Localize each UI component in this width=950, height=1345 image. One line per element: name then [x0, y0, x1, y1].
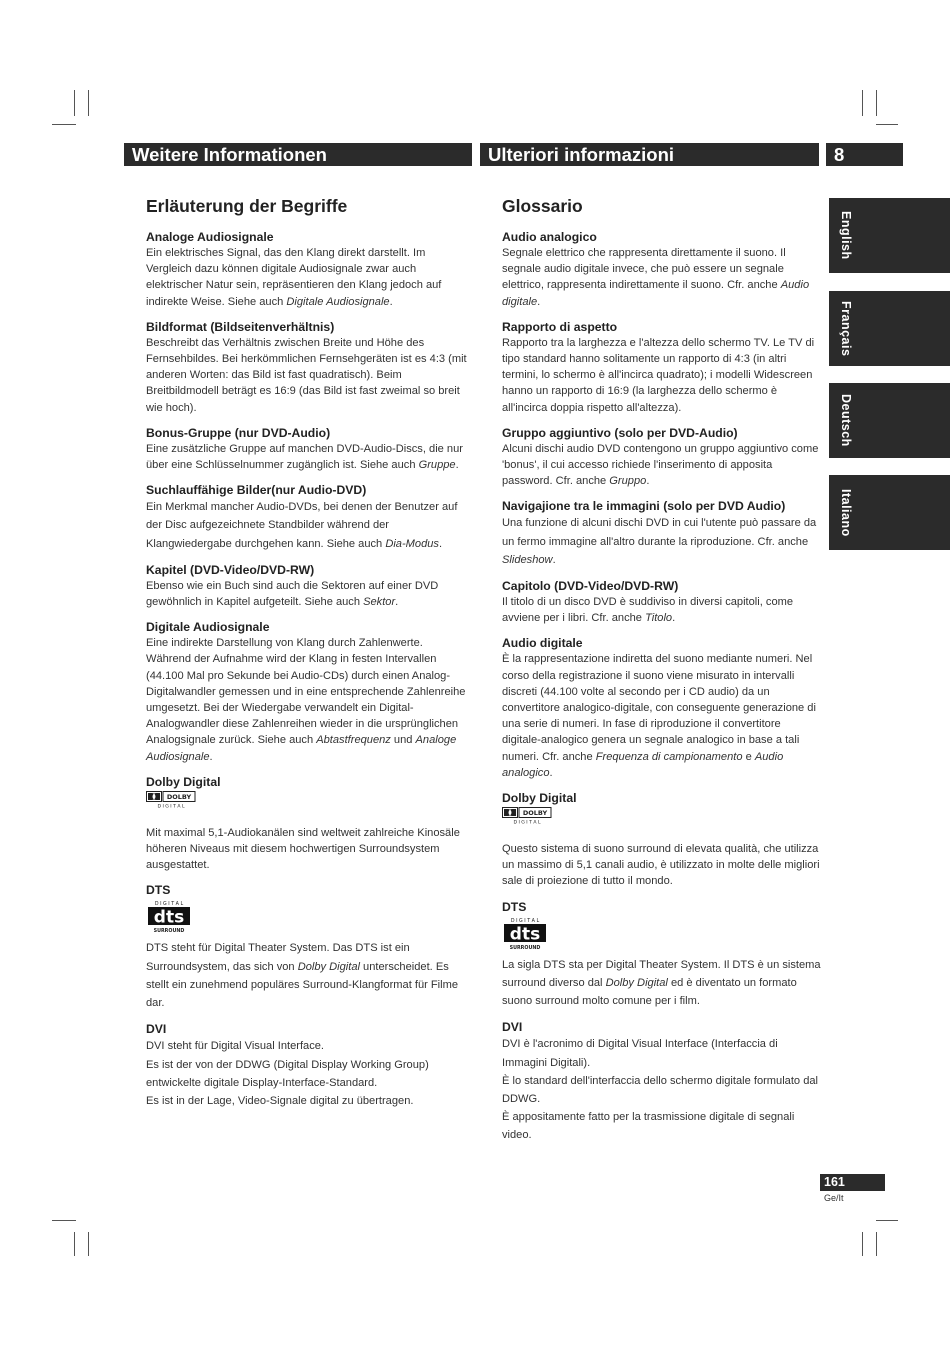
dts-logo: [146, 899, 192, 933]
crop-mark: [876, 1220, 898, 1221]
glossary-entry: [502, 499, 822, 569]
entry-title: Gruppo aggiuntivo (solo per DVD-Audio): [502, 425, 738, 440]
dts-logo-bottom: SURROUND: [153, 929, 185, 934]
glossary-entry: [146, 1022, 468, 1110]
glossary-entry: [502, 320, 822, 416]
crop-mark: [862, 90, 863, 116]
entry-title: Digitale Audiosignale: [146, 620, 270, 635]
header-title-left: Weitere Informationen: [132, 144, 327, 165]
glossary-entry: [502, 791, 822, 890]
entry-text: Eine zusätzliche Gruppe auf manchen DVD-Audio-Discs, die nur über eine Schlüsselnummer zugänglich ist. Siehe auch Gruppe.: [146, 442, 463, 472]
entry-text: Ein elektrisches Signal, das den Klang direkt darstellt. Im Vergleich dazu können digitale Audiosignale zwar auch elektrischer Natur sein, repräsentieren den Klang jedoch auf indirekte Weise. Siehe auch Digitale Audiosignale.: [146, 247, 442, 308]
glossary-entry: [146, 563, 468, 610]
entry-text: Mit maximal 5,1-Audiokanälen sind weltweit zahlreiche Kinosäle höheren Niveaus mit diesem hochwertigen Surroundsystem ausgestattet.: [146, 826, 460, 872]
entry-text: DVI steht für Digital Visual Interface. Es ist der von der DDWG (Digital Display Working Group) entwickelte digitale Display-Interface-Standard. Es ist in der Lage, Video-Signale digital zu übertragen.: [146, 1040, 429, 1107]
entry-text: Segnale elettrico che rappresenta direttamente il suono. Il segnale audio digitale invece, che può essere un segnale elettrico, rappresenta indirettamente il suono. Cfr. anche Audio digitale.: [502, 247, 810, 308]
entry-title: DTS: [146, 883, 171, 898]
glossary-entry: [146, 883, 468, 1012]
entry-text: La sigla DTS sta per Digital Theater System. Il DTS è un sistema surround diverso dal Dolby Digital ed è diventato un formato suono surround molto comune per i film.: [502, 958, 821, 1008]
entry-title: DVI: [146, 1022, 167, 1037]
lang-tab-label: Deutsch: [839, 394, 853, 447]
header-bar-right: [480, 143, 819, 166]
glossary-entry: [502, 426, 822, 490]
chapter-number: 8: [834, 144, 845, 165]
header-bar-left: [124, 143, 472, 166]
entry-title: DTS: [502, 899, 527, 914]
entry-text: Ebenso wie ein Buch sind auch die Sektoren auf einer DVD gewöhnlich in Kapitel aufgeteilt. Siehe auch Sektor.: [146, 579, 439, 609]
header-title-right: Ulteriori informazioni: [488, 144, 675, 165]
german-column: [146, 196, 468, 1120]
italian-column: [502, 196, 822, 1155]
lang-tab-label: English: [839, 211, 853, 260]
dts-logo: [502, 916, 548, 950]
entry-text: Rapporto tra la larghezza e l'altezza dello schermo TV. Le TV di tipo standard hanno solitamente un rapporto di 4:3 (in altri termini, lo schermo è all'incirca quadrato); i modelli Widescreen hanno un rapporto di 16:9 (la larghezza dello schermo è all'incirca doppia rispetto all'altezza).: [502, 336, 815, 414]
glossary-entry: [146, 620, 468, 765]
lang-tab-deutsch: [829, 383, 950, 458]
crop-mark: [876, 90, 877, 116]
glossary-entry: [146, 230, 468, 310]
lang-tab-francais: [829, 291, 950, 366]
glossary-entry: [502, 900, 822, 1011]
german-heading: Erläuterung der Begriffe: [146, 196, 348, 216]
glossary-entry: [146, 775, 468, 874]
entry-title: Audio digitale: [502, 636, 583, 651]
entry-title: Suchlauffähige Bilder(nur Audio-DVD): [146, 483, 367, 498]
crop-mark: [862, 1232, 863, 1256]
crop-mark: [52, 124, 76, 125]
entry-text: Questo sistema di suono surround di elevata qualità, che utilizza un massimo di 5,1 canali audio, è utilizzato in molte delle migliori sale di proiezione di tutto il mondo.: [502, 843, 820, 888]
dolby-digital-logo: [502, 807, 552, 824]
entry-text: Il titolo di un disco DVD è suddiviso in diversi capitoli, come avviene per i libri. Cfr. anche Titolo.: [502, 596, 794, 625]
crop-mark: [88, 90, 89, 116]
lang-tab-label: Italiano: [839, 488, 853, 537]
page-number: 161: [820, 1174, 885, 1191]
glossary-entry: [146, 483, 468, 553]
entry-title: Audio analogico: [502, 230, 597, 244]
entry-text: DTS steht für Digital Theater System. Das DTS ist ein Surroundsystem, das sich von Dolby Digital unterscheidet. Es stellt ein zunehmend populäres Surround-Klangformat für Filme dar.: [146, 942, 459, 1010]
dts-logo-top: D I G I T A L: [510, 918, 540, 924]
dolby-logo-subtext: D I G I T A L: [513, 820, 541, 825]
dts-logo-word: dts: [153, 907, 185, 928]
glossary-entry: [502, 230, 822, 310]
glossary-entry: [146, 426, 468, 473]
glossary-entry: [146, 320, 468, 416]
crop-mark: [74, 90, 75, 116]
entry-text: DVI è l'acronimo di Digital Visual Interface (Interfaccia di Immagini Digitali). È lo standard dell'interfaccia dello schermo digitale formulato dal DDWG. È appositamente fatto per la trasmissione digitale di segnali video.: [502, 1038, 818, 1142]
entry-text: Alcuni dischi audio DVD contengono un gruppo aggiuntivo come 'bonus', il cui accesso richiede l'inserimento di apposita password. Cfr. anche Gruppo.: [502, 442, 819, 488]
entry-title: Navigajione tra le immagini (solo per DVD Audio): [502, 499, 786, 514]
glossary-entry: [502, 1020, 822, 1144]
crop-mark: [876, 1232, 877, 1256]
language-code: Ge/It: [824, 1193, 844, 1203]
entry-title: Capitolo (DVD-Video/DVD-RW): [502, 579, 679, 594]
entry-text: Una funzione di alcuni dischi DVD in cui l'utente può passare da un fermo immagine all'altro durante la riproduzione. Cfr. anche Slideshow.: [502, 517, 817, 566]
dolby-logo-text: DOLBY: [522, 809, 548, 818]
entry-title: Bildformat (Bildseitenverhältnis): [146, 319, 335, 334]
entry-text: È la rappresentazione indiretta del suono mediante numeri. Nel corso della registrazione il suono viene misurato in intervalli discreti (44.100 volte al secondo per i CD audio) da un convertitore analogico-digitale, con conseguente generazione di una serie di numeri. In fase di riproduzione il convertitore digitale-analogico genera un segnale analogico in base a tali numeri. Cfr. anche Frequenza di campionamento e Audio analogico.: [502, 653, 816, 779]
italian-heading: Glossario: [502, 196, 583, 216]
entry-title: DVI: [502, 1020, 523, 1035]
entry-title: Analoge Audiosignale: [146, 230, 274, 244]
dolby-logo-text: DOLBY: [166, 792, 192, 801]
crop-mark: [52, 1220, 76, 1221]
entry-text: Ein Merkmal mancher Audio-DVDs, bei denen der Benutzer auf der Disc aufgezeichnete Standbilder während der Klangwiedergabe durchgehen kann. Siehe auch Dia-Modus.: [146, 501, 458, 550]
entry-title: Kapitel (DVD-Video/DVD-RW): [146, 562, 315, 577]
lang-tab-label: Français: [839, 300, 853, 357]
lang-tab-english: [829, 198, 950, 273]
entry-title: Bonus-Gruppe (nur DVD-Audio): [146, 425, 331, 440]
dolby-digital-logo: [146, 791, 196, 808]
dolby-logo-subtext: D I G I T A L: [157, 804, 185, 808]
crop-mark: [876, 124, 898, 125]
entry-text: Beschreibt das Verhältnis zwischen Breite und Höhe des Fernsehbildes. Bei herkömmlichen Fernsehgeräten ist es 4:3 (mit anderen Worten: das Bild ist fast quadratisch). Beim Breitbildmodell beträgt es 16:9 (das Bild ist fast zweimal so breit wie hoch).: [146, 336, 467, 414]
lang-tab-italiano: [829, 475, 950, 550]
glossary-entry: [502, 636, 822, 781]
dts-logo-word: dts: [509, 924, 541, 945]
dts-logo-bottom: SURROUND: [509, 945, 541, 950]
chapter-badge: [826, 143, 903, 166]
glossary-entry: [502, 579, 822, 626]
entry-text: Eine indirekte Darstellung von Klang durch Zahlenwerte. Während der Aufnahme wird der Klang in festen Intervallen (44.100 Mal pro Sekunde bei Audio-CDs) durch einen Analog-Digitalwandler gemessen und in eine entsprechende Zahlenreihe umgesetzt. Bei der Wiedergabe verwandelt ein Digital-Analogwandler diese Zahlenreihen wieder in die ursprünglichen Analogsignale zurück. Siehe auch Abtastfrequenz und Analoge Audiosignale.: [146, 637, 466, 763]
entry-title: Dolby Digital: [502, 791, 577, 806]
entry-title: Dolby Digital: [146, 774, 221, 789]
entry-title: Rapporto di aspetto: [502, 319, 618, 334]
crop-mark: [88, 1232, 89, 1256]
crop-mark: [74, 1232, 75, 1256]
dts-logo-top: D I G I T A L: [154, 902, 184, 908]
